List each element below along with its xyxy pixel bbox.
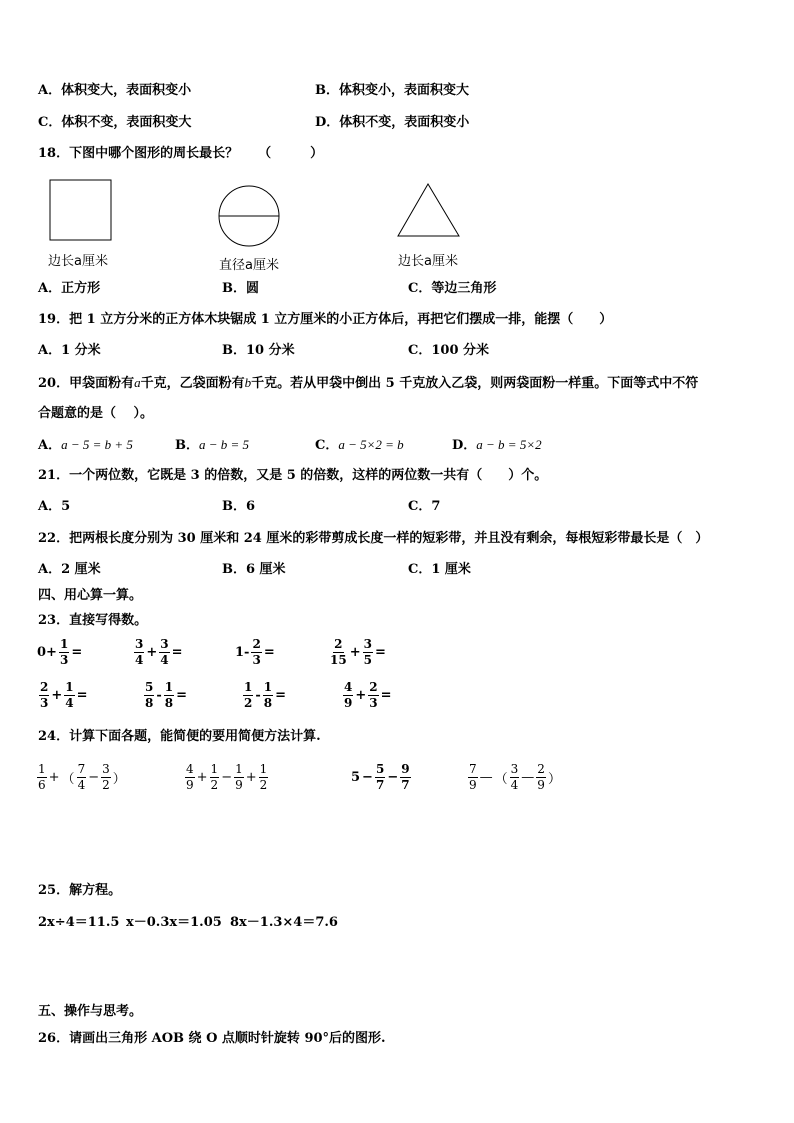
q26-question: 26．请画出三角形 AOB 绕 O 点顺时针旋转 90°后的图形. <box>38 1031 386 1046</box>
fraction <box>263 681 273 710</box>
numerator: 1 <box>164 680 174 694</box>
q20-option-b-label: B． <box>175 438 199 453</box>
fraction <box>468 763 478 792</box>
operator: − <box>221 770 233 785</box>
left-paren: （ <box>61 772 75 787</box>
denominator: 9 <box>186 778 194 792</box>
q18-option-a: A．正方形 <box>38 281 101 296</box>
q20-option-c <box>315 437 404 454</box>
numerator: 3 <box>510 762 519 776</box>
fraction <box>329 638 348 667</box>
numerator: 2 <box>252 637 261 651</box>
denominator: 3 <box>59 653 69 667</box>
numerator: 1 <box>59 637 69 651</box>
q18-option-c: C．等边三角形 <box>408 281 497 296</box>
q23-item-3-prefix: 1- <box>235 645 250 660</box>
denominator: 8 <box>164 696 174 710</box>
q20-option-a <box>38 437 133 454</box>
q24-expression-3 <box>350 763 412 792</box>
triangle-shape <box>398 184 459 236</box>
q23-item-4 <box>328 638 387 667</box>
fraction <box>363 638 373 667</box>
denominator: 3 <box>40 696 49 710</box>
q23-item-3 <box>234 638 276 667</box>
numerator: 3 <box>363 637 372 651</box>
denominator: 4 <box>135 653 144 667</box>
q20-option-d-expr: a − b = 5×2 <box>476 437 542 452</box>
numerator: 1 <box>38 762 46 776</box>
q19-question: 19．把 1 立方分米的正方体木块锯成 1 立方厘米的小正方体后，再把它们摆成一排，能摆（ ） <box>38 312 613 327</box>
left-paren: （ <box>494 772 508 787</box>
q24-expression-1 <box>36 763 127 792</box>
q19-option-c: C．100 分米 <box>408 343 490 358</box>
denominator: 9 <box>344 696 353 710</box>
q20-option-a-label: A． <box>38 438 62 453</box>
numerator: 7 <box>77 762 86 776</box>
numerator: 3 <box>102 762 110 776</box>
fraction <box>510 763 520 792</box>
q17-option-a: A．体积变大，表面积变小 <box>38 83 192 98</box>
whole-number: 5 <box>351 770 361 785</box>
numerator: 5 <box>375 762 385 776</box>
q21-option-a: A．5 <box>38 499 71 514</box>
q25-equation-2: x－0.3x＝1.05 <box>126 915 222 930</box>
equals-sign: = <box>76 688 88 703</box>
q23-item-2 <box>133 638 184 667</box>
equals-sign: = <box>263 645 275 660</box>
q25-equation-3: 8x－1.3×4＝7.6 <box>230 915 338 930</box>
q21-option-b: B．6 <box>222 499 256 514</box>
operator: — <box>521 770 535 785</box>
q19-option-a: A．1 分米 <box>38 343 101 358</box>
denominator: 9 <box>537 778 545 792</box>
fraction <box>39 681 49 710</box>
numerator: 4 <box>186 762 194 776</box>
operator: + <box>349 645 361 660</box>
q20-option-c-label: C． <box>315 438 339 453</box>
numerator: 1 <box>235 762 243 776</box>
q20-var-a: a <box>134 375 141 390</box>
operator: + <box>196 770 208 785</box>
equals-sign: = <box>176 688 188 703</box>
denominator: 9 <box>469 778 477 792</box>
operator: + <box>245 770 257 785</box>
fraction <box>368 681 378 710</box>
numerator: 5 <box>145 680 154 694</box>
fraction <box>400 763 410 792</box>
q17-option-c: C．体积不变，表面积变大 <box>38 115 192 130</box>
q20-option-d <box>452 437 542 454</box>
section-4-heading: 四、用心算一算。 <box>38 588 143 603</box>
fraction <box>77 763 87 792</box>
q25-title: 25．解方程。 <box>38 883 122 898</box>
q23-item-5 <box>38 681 89 710</box>
operator: + <box>146 645 158 660</box>
denominator: 4 <box>510 778 519 792</box>
fraction <box>210 763 220 792</box>
denominator: 7 <box>375 778 385 792</box>
denominator: 2 <box>259 778 268 792</box>
fraction <box>343 681 353 710</box>
q20-option-c-expr: a − 5×2 = b <box>338 437 404 452</box>
denominator: 6 <box>38 778 46 792</box>
right-paren: ） <box>112 772 126 787</box>
square-label: 边长a厘米 <box>48 254 108 269</box>
operator: + <box>51 688 63 703</box>
denominator: 3 <box>252 653 261 667</box>
numerator: 1 <box>65 680 74 694</box>
fraction <box>243 681 253 710</box>
fraction <box>64 681 74 710</box>
q19-option-b: B．10 分米 <box>222 343 295 358</box>
operator: - <box>156 688 162 703</box>
q25-equation-1: 2x÷4＝11.5 <box>38 915 120 930</box>
numerator: 3 <box>160 637 169 651</box>
equals-sign: = <box>71 645 83 660</box>
numerator: 1 <box>210 762 219 776</box>
denominator: 2 <box>210 778 219 792</box>
numerator: 3 <box>135 637 144 651</box>
q17-option-b: B．体积变小，表面积变大 <box>315 83 469 98</box>
q23-item-7 <box>242 681 287 710</box>
q20-text-1: 20．甲袋面粉有 <box>38 376 135 391</box>
q23-title: 23．直接写得数。 <box>38 613 148 628</box>
operator: − <box>387 770 399 785</box>
denominator: 2 <box>244 696 253 710</box>
denominator: 7 <box>401 778 410 792</box>
q18-answer-paren: （ ） <box>258 146 324 161</box>
denominator: 4 <box>77 778 86 792</box>
triangle-label: 边长a厘米 <box>398 254 458 269</box>
section-5-heading: 五、操作与思考。 <box>38 1004 143 1019</box>
q20-option-b-expr: a − b = 5 <box>199 437 250 452</box>
numerator: 9 <box>401 762 410 776</box>
denominator: 9 <box>235 778 243 792</box>
fraction <box>59 638 69 667</box>
q21-option-c: C．7 <box>408 499 441 514</box>
q20-text-2: 千克，乙袋面粉有 <box>140 376 245 391</box>
q22-option-a: A．2 厘米 <box>38 562 101 577</box>
numerator: 1 <box>259 762 268 776</box>
q20-text-3: 千克。若从甲袋中倒出 5 千克放入乙袋，则两袋面粉一样重。下面等式中不符 <box>251 376 699 391</box>
q20-var-b: b <box>244 375 252 390</box>
q18-figures <box>0 0 794 300</box>
denominator: 4 <box>160 653 169 667</box>
fraction <box>251 638 261 667</box>
q24-title: 24．计算下面各题，能简便的要用简便方法计算. <box>38 729 321 744</box>
denominator: 8 <box>145 696 154 710</box>
numerator: 4 <box>344 680 353 694</box>
fraction <box>159 638 169 667</box>
fraction <box>234 763 244 792</box>
q22-option-c: C．1 厘米 <box>408 562 471 577</box>
operator: + <box>355 688 367 703</box>
numerator: 1 <box>263 680 273 694</box>
q23-item-1-prefix: 0+ <box>37 645 57 660</box>
operator: - <box>255 688 261 703</box>
q17-option-d: D．体积不变，表面积变小 <box>315 115 470 130</box>
numerator: 2 <box>537 762 545 776</box>
q20-option-b <box>175 437 249 454</box>
q18-option-b: B．圆 <box>222 281 259 296</box>
q20-question-line2: 合题意的是（ ）。 <box>38 406 154 421</box>
q23-item-1 <box>36 638 83 667</box>
denominator: 15 <box>330 653 347 667</box>
q24-expression-2 <box>184 763 269 792</box>
denominator: 4 <box>65 696 74 710</box>
denominator: 3 <box>369 696 378 710</box>
q20-option-d-label: D． <box>452 438 477 453</box>
operator: — <box>479 770 493 785</box>
denominator: 8 <box>263 696 273 710</box>
fraction <box>101 763 111 792</box>
q22-option-b: B．6 厘米 <box>222 562 286 577</box>
numerator: 1 <box>244 680 253 694</box>
fraction <box>375 763 385 792</box>
q20-question <box>38 375 698 392</box>
fraction <box>134 638 144 667</box>
operator: − <box>88 770 100 785</box>
equals-sign: = <box>171 645 183 660</box>
right-paren: ） <box>547 772 561 787</box>
numerator: 2 <box>40 680 49 694</box>
equals-sign: = <box>275 688 287 703</box>
fraction <box>536 763 546 792</box>
equals-sign: = <box>374 645 386 660</box>
q20-option-a-expr: a − 5 = b + 5 <box>61 437 133 452</box>
numerator: 2 <box>334 637 343 651</box>
circle-label: 直径a厘米 <box>219 258 279 273</box>
q23-item-6 <box>143 681 188 710</box>
q18-question-text: 18．下图中哪个图形的周长最长？ <box>38 146 239 161</box>
q21-question: 21．一个两位数，它既是 3 的倍数，又是 5 的倍数，这样的两位数一共有（ ）个。 <box>38 468 548 483</box>
numerator: 2 <box>369 680 378 694</box>
square-shape <box>50 180 111 240</box>
denominator: 2 <box>102 778 110 792</box>
operator: + <box>48 770 60 785</box>
numerator: 7 <box>469 762 477 776</box>
q22-question: 22．把两根长度分别为 30 厘米和 24 厘米的彩带剪成长度一样的短彩带，并且没有剩余，每根短彩带最长是（ ） <box>38 531 709 546</box>
fraction <box>259 763 269 792</box>
equals-sign: = <box>380 688 392 703</box>
fraction <box>164 681 174 710</box>
fraction <box>185 763 195 792</box>
denominator: 5 <box>363 653 372 667</box>
fraction <box>37 763 47 792</box>
q23-item-8 <box>342 681 393 710</box>
q24-expression-4 <box>467 763 562 792</box>
operator: − <box>362 770 373 785</box>
fraction <box>144 681 154 710</box>
